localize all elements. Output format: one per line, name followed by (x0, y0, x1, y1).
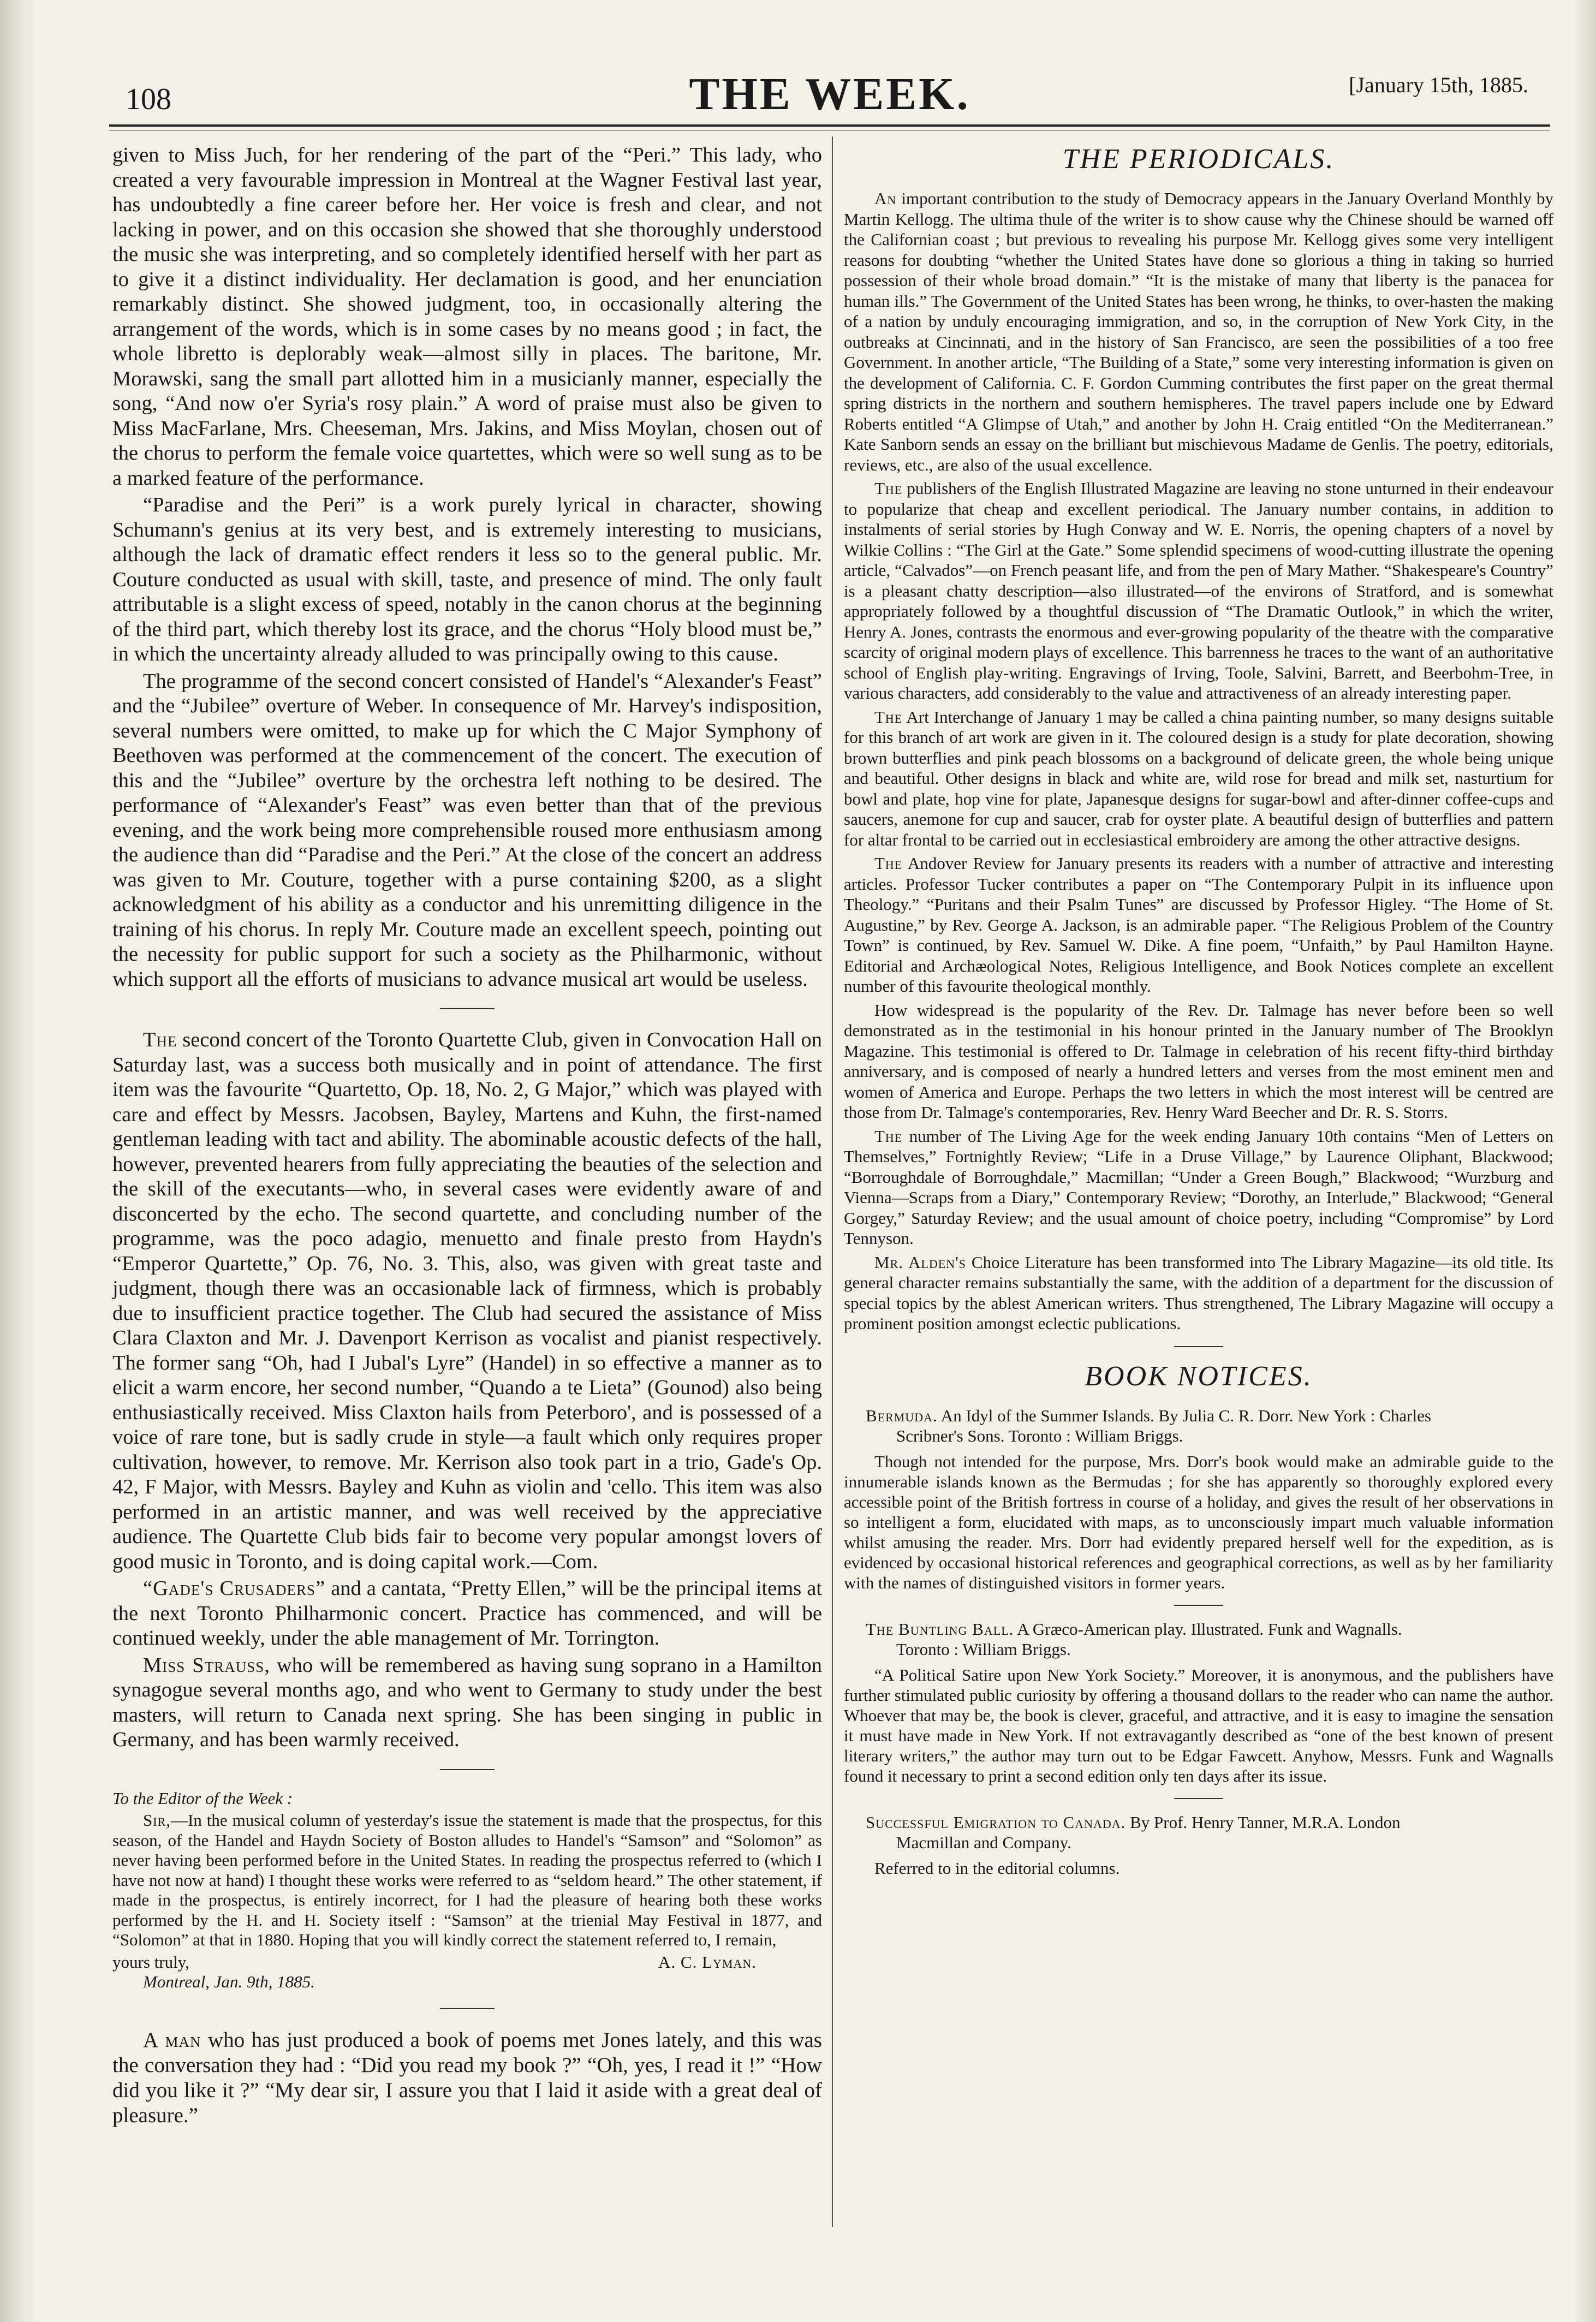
section-separator (440, 1769, 495, 1770)
section-separator (1174, 1346, 1223, 1347)
peri-review (112, 143, 822, 992)
page-number: 108 (126, 82, 171, 116)
issue-date: [January 15th, 1885. (1349, 73, 1528, 97)
letter-heading: To the Editor of the Week : (112, 1788, 293, 1808)
masthead-title: THE WEEK. (689, 69, 970, 120)
book-notice-title: Bermuda. An Idyl of the Summer Islands. By Julia C. R. Dorr. New York : Charles Scribner's Sons. Toronto : William Briggs. (866, 1406, 1431, 1445)
article-paragraph: “Paradise and the Peri” is a work purely lyrical in character, showing Schumann's genius at its very best, and is extremely interesting to musicians, although the lack of dramatic effect renders it less so to the general public. Mr. Couture conducted as usual with skill, taste, and presence of mind. The only fault attributable is a slight excess of speed, notably in the canon chorus at the beginning of the third part, which thereby lost its grace, and the chorus “Holy blood must be,” in which the uncertainty already alluded to was principally owing to this cause. (112, 493, 822, 665)
periodicals-heading: THE PERIODICALS. (1062, 144, 1335, 175)
book-notice-body: “A Political Satire upon New York Society.” Moreover, it is anonymous, and the publishers have further stimulated public curiosity by offering a thousand dollars to the reader who can name the author. Whoever that may be, the book is clever, graceful, and attractive, and it is easy to imagine the sensation it must have made in New York. If not extravagantly described as “one of the best known of present literary writers,” the author may turn out to be Edgar Fawcett. Anyhow, Messrs. Funk and Wagnalls found it necessary to print a second edition only ten days after its issue. (844, 1665, 1553, 1785)
book-notice (844, 1619, 1553, 1786)
letter-body: Sir,—In the musical column of yesterday's issue the statement is made that the prospectus, for this season, of the Handel and Haydn Society of Boston alludes to Handel's “Samson” and “Solomon” as never having been performed before in the United States. In reading the prospectus referred to (which I have not now at hand) I thought these works were referred to as “seldom heard.” The other statement, if made in the prospectus, is entirely incorrect, for I had the pleasure of hearing both these works performed by the H. and H. Society itself : “Samson” at the trienial May Festival in 1877, and “Solomon” at that in 1880. Hoping that you will kindly correct the statement referred to, I remain, (112, 1811, 822, 1949)
book-notice-body: Referred to in the editorial columns. (874, 1858, 1120, 1878)
lead-in: The (143, 1028, 177, 1051)
column-divider (832, 136, 833, 2227)
book-notice (844, 1406, 1553, 1593)
article-paragraph: “Gade's Crusaders” and a cantata, “Pretty Ellen,” will be the principal items at the next Toronto Philharmonic concert. Practice has commenced, and will be continued weekly, under the able management of Mr. Torrington. (112, 1577, 823, 1650)
section-separator (1174, 1605, 1223, 1606)
book-notice-body: Though not intended for the purpose, Mrs. Dorr's book would make an admirable guide to the innumerable islands known as the Bermudas ; for she has apparently so thoroughly explored every accessible point of the British fortress in course of a holiday, and gives the result of her observations in so intelligent a form, elucidated with maps, as to unconsciously impart much valuable information whilst amusing the reader. Mrs. Dorr had evidently prepared herself well for the expedition, as is evidenced by occasional historical references and geographical corrections, as well as by her familiarity with the names of distinguished visitors in former years. (844, 1451, 1553, 1592)
article-paragraph: given to Miss Juch, for her rendering of the part of the “Peri.” This lady, who created a very favourable impression in Montreal at the Wagner Festival last year, has undoubtedly a fine career before her. Her voice is fresh and clear, and not lacking in power, and on this occasion she showed that she thoroughly understood the music she was interpreting, and so completely identified herself with her part as to give it a distinct individuality. Her declamation is good, and her enunciation remarkably distinct. She showed judgment, too, in occasionally altering the arrangement of the words, which is in some cases by no means good ; in fact, the whole libretto is deplorably weak—almost silly in places. The baritone, Mr. Morawski, sang the small part allotted him in a musicianly manner, especially the song, “And now o'er Syria's rosy plain.” A word of praise must also be given to Miss MacFarlane, Mrs. Cheeseman, Mrs. Jakins, and Miss Moylan, chosen out of the chorus to perform the female voice quartettes, which were so well sung as to be a marked feature of the performance. (112, 144, 822, 490)
right-column (844, 143, 1553, 1882)
lead-in: Miss Strauss, (143, 1653, 270, 1677)
periodical-paragraph: An important contribution to the study of Democracy appears in the January Overland Monthly by Martin Kellogg. The ultima thule of the writer is to show cause why the Chinese should be warned off the Californian coast ; but previous to revealing his purpose Mr. Kellogg gives some very intelligent reasons for doubting “whether the United States have done so glorious a thing in taking so hurried possession of their whole broad domain.” “It is the mistake of many that liberty is the panacea for human ills.” The Government of the United States has been wrong, he thinks, to over-hasten the making of a nation by unduly encouraging immigration, and so, in the corruption of New York City, in the outbreaks at Cincinnati, and in the history of San Francisco, are seen the possibilities of a too free Government. In another article, “The Building of a State,” some very interesting information is given on the development of California. C. F. Gordon Cumming contributes the first paper on the great thermal spring districts in the northern and southern hemispheres. The travel papers include one by Edward Roberts entitled “A Glimpse of Utah,” and another by John H. Craig entitled “On the Mediterranean.” Kate Sanborn sends an essay on the brilliant but mischievous Madame de Genlis. The poetry, editorials, reviews, etc., are also of the usual excellence. (844, 189, 1553, 474)
section-separator (440, 1008, 495, 1009)
book-notice-title: Successful Emigration to Canada. By Prof. Henry Tanner, M.R.A. London Macmillan and Company. (866, 1812, 1401, 1852)
article-paragraph: Miss Strauss, who will be remembered as having sung soprano in a Hamilton synagogue several months ago, and who went to Germany to study under the best masters, will return to Canada next spring. She has been singing in public in Germany, and has been warmly received. (112, 1653, 822, 1751)
periodical-paragraph: The number of The Living Age for the week ending January 10th contains “Men of Letters on Themselves,” Fortnightly Review; “Life in a Druse Village,” by Laurence Oliphant, Blackwood; “Borroughdale of Borroughdale,” Macmillan; “Under a Green Bough,” Blackwood; “Wurzburg and Vienna—Scraps from a Diary,” Contemporary Review; “Dorothy, an Interlude,” Blackwood; “General Gorgey,” Saturday Review; and the usual amount of choice poetry, including “Compromise” by Lord Tennyson. (844, 1126, 1553, 1248)
article-paragraph: A man who has just produced a book of poems met Jones lately, and this was the conversation they had : “Did you read my book ?” “Oh, yes, I read it !” “How did you like it ?” “My dear sir, I assure you that I laid it aside with a great deal of pleasure.” (112, 2028, 822, 2127)
header-rule (109, 124, 1550, 127)
section-separator (440, 2008, 495, 2009)
letter-salutation: Sir, (143, 1811, 171, 1830)
binding-edge-left (0, 0, 38, 2322)
letter-to-editor (112, 1789, 822, 1992)
letter-signoff (112, 1952, 822, 1972)
letter-signature: A. C. Lyman. (658, 1952, 757, 1972)
section-separator (1174, 1798, 1223, 1799)
book-notice-title: The Buntling Ball. A Græco-American play. Illustrated. Funk and Wagnalls. Toronto : William Briggs. (866, 1619, 1402, 1659)
binding-edge-right (1574, 0, 1596, 2322)
periodical-paragraph: How widespread is the popularity of the Rev. Dr. Talmage has never before been so well demonstrated as in the testimonial in his honour printed in the January number of The Brooklyn Magazine. This testimonial is offered to Dr. Talmage in celebration of his recent fifty-third birthday anniversary, and is composed of nearly a hundred letters and verses from the most eminent men and women of America and Europe. Perhaps the two letters in which the most interest will be centred are those from Dr. Talmage's contemporaries, Rev. Henry Ward Beecher and Dr. R. S. Storrs. (844, 1000, 1553, 1122)
book-notice (844, 1812, 1553, 1878)
periodicals-section (844, 188, 1553, 1334)
lead-in: A man (143, 2028, 201, 2052)
article-paragraph: The second concert of the Toronto Quartette Club, given in Convocation Hall on Saturday last, was a success both musically and in point of attendance. The first item was the favourite “Quartetto, Op. 18, No. 2, G Major,” which was played with care and effect by Messrs. Jacobsen, Bayley, Martens and Kuhn, the first-named gentleman leading with tact and ability. The abominable acoustic defects of the hall, however, prevented hearers from fully appreciating the beauties of the selection and the skill of the executants—who, in several cases were evidently aware of and disconcerted by the echo. The second quartette, and concluding number of the programme, was the poco adagio, menuetto and finale presto from Haydn's “Emperor Quartette,” Op. 76, No. 3. This, also, was given with great taste and judgment, though there was an occasionable lack of firmness, which is probably due to insufficient practice together. The Club had secured the assistance of Miss Clara Claxton and Mr. J. Davenport Kerrison as vocalist and pianist respectively. The former sang “Oh, had I Jubal's Lyre” (Handel) in so effective a manner as to elicit a warm encore, her second number, “Quando a te Lieta” (Gounod) also being enthusiastically received. Miss Claxton hails from Peterboro', and is possessed of a voice of rare tone, but is sadly crude in style—a fault which only requires proper cultivation, however, to remove. Mr. Kerrison also took part in a trio, Gade's Op. 42, F Major, with Messrs. Bayley and Kuhn as violin and 'cello. This item was also performed in an artistic manner, and was well received by the appreciative audience. The Quartette Club bids fair to become very popular amongst lovers of good music in Toronto, and is doing capital work.—Com. (112, 1028, 822, 1573)
periodical-paragraph: The publishers of the English Illustrated Magazine are leaving no stone unturned in their endeavour to popularize that cheap and excellent periodical. The January number contains, in addition to instalments of serial stories by Hugh Conway and W. E. Norris, the opening chapters of a novel by Wilkie Collins : “The Girl at the Gate.” Some splendid specimens of wood-cutting illustrate the opening article, “Calvados”—on French peasant life, and from the pen of Mary Mather. “Shakespeare's Country” is a pleasant chatty description—also illustrated—of the environs of Stratford, and is somewhat appropriately followed by a thoughtful discussion of “The Dramatic Outlook,” in which the writer, Henry A. Jones, contrasts the enormous and ever-growing popularity of the theatre with the comparative scarcity of original modern plays of excellence. This barrenness he traces to the want of an authoritative school of English play-writing. Engravings of Irving, Toole, Salvini, Barrett, and Beerbohm-Tree, in various characters, add considerably to the value and attractiveness of an already interesting paper. (844, 479, 1553, 702)
periodical-paragraph: Mr. Alden's Choice Literature has been transformed into The Library Magazine—its old title. Its general character remains substantially the same, with the addition of a department for the discussion of special topics by the ablest American writers. Thus strengthened, The Library Magazine will occupy a prominent position amongst eclectic publications. (844, 1252, 1553, 1333)
book-notices-heading: BOOK NOTICES. (1085, 1360, 1313, 1392)
periodical-paragraph: The Art Interchange of January 1 may be called a china painting number, so many designs suitable for this branch of art work are given in it. The coloured design is a study for plate decoration, showing brown butterflies and pink peach blossoms on a background of delicate green, the whole being unique and beautiful. Other designs in black and white are, wild rose for bread and milk set, nasturtium for bowl and plate, hop vine for plate, Japanesque designs for sugar-bowl and after-dinner coffee-cups and saucers, anemone for cup and saucer, crab for oyster plate. A beautiful design of butterflies and pattern for altar frontal to be carried out in ecclesiastical embroidery are among the other attractive designs. (844, 707, 1553, 849)
book-notices-section (844, 1406, 1553, 1878)
letter-place-date: Montreal, Jan. 9th, 1885. (143, 1972, 315, 1991)
letter-closing: yours truly, (112, 1952, 189, 1972)
quartette-club-notes (112, 1028, 822, 1753)
anecdote (112, 2028, 822, 2128)
lead-in: “Gade's Crusaders” (143, 1577, 326, 1600)
page-header (109, 60, 1550, 120)
left-column (112, 143, 822, 2130)
periodical-paragraph: The Andover Review for January presents its readers with a number of attractive and interesting articles. Professor Tucker contributes a paper on “The Contemporary Pulpit in its influence upon Theology.” “Puritans and their Psalm Tunes” are discussed by Professor Higley. “The Home of St. Augustine,” by Rev. George A. Jackson, is an admirable paper. “The Religious Problem of the Country Town” is continued, by Rev. Samuel W. Dike. A fine poem, “Unfaith,” by Paul Hamilton Hayne. Editorial and Archæological Notes, Religious Intelligence, and Book Notices complete an excellent number of this favourite theological monthly. (844, 854, 1553, 996)
article-paragraph: The programme of the second concert consisted of Handel's “Alexander's Feast” and the “Jubilee” overture of Weber. In consequence of Mr. Harvey's indisposition, several numbers were omitted, to make up for which the C Major Symphony of Beethoven was performed at the commencement of the concert. The execution of this and the “Jubilee” overture by the orchestra left nothing to be desired. The performance of “Alexander's Feast” was even better than that of the previous evening, and the work being more comprehensible roused more enthusiasm among the audience than did “Paradise and the Peri.” At the close of the concert an address was given to Mr. Couture, together with a purse containing $200, as a slight acknowledgment of his ability as a conductor and his unremitting diligence in the training of his chorus. In reply Mr. Couture made an excellent speech, pointing out the necessity for public support for such a society as the Philharmonic, without which support all the efforts of musicians to advance musical art would be useless. (112, 669, 822, 991)
